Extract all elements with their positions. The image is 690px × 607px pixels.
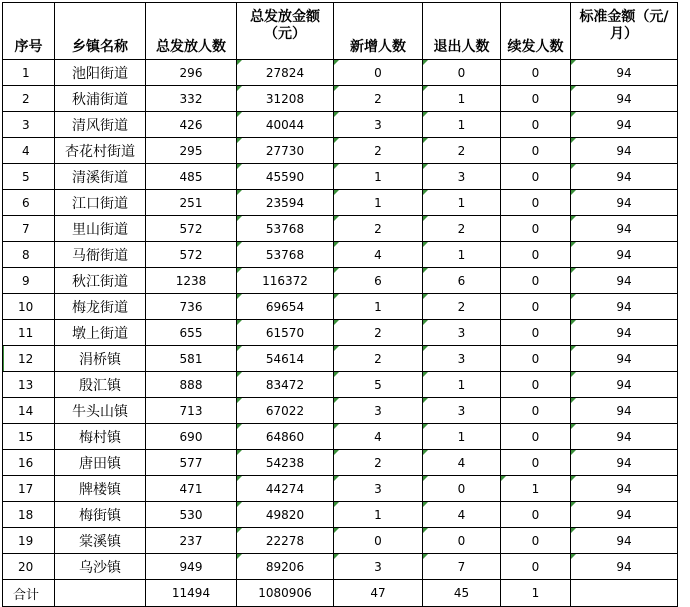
header-total-people[interactable]: 总发放人数 [146, 3, 237, 60]
cell-exit-people[interactable]: 0 [423, 476, 501, 502]
cell-new-people[interactable]: 3 [334, 112, 423, 138]
cell-exit-people[interactable]: 2 [423, 138, 501, 164]
cell-index[interactable]: 13 [3, 372, 55, 398]
cell-total-people[interactable]: 713 [146, 398, 237, 424]
cell-total-people[interactable]: 530 [146, 502, 237, 528]
cell-exit-people[interactable]: 3 [423, 164, 501, 190]
cell-continue-people[interactable]: 0 [501, 190, 571, 216]
subsidy-table [2, 2, 678, 607]
table-row [3, 216, 678, 242]
header-row [3, 3, 678, 60]
cell-new-people[interactable]: 3 [334, 398, 423, 424]
table-row [3, 86, 678, 112]
cell-exit-people[interactable]: 1 [423, 112, 501, 138]
cell-total-people[interactable]: 572 [146, 242, 237, 268]
cell-town[interactable]: 杏花村街道 [55, 138, 146, 164]
cell-total-amount[interactable]: 67022 [237, 398, 334, 424]
header-total-amount[interactable]: 总发放金额（元） [237, 3, 334, 60]
totals-label[interactable]: 合计 [3, 580, 55, 607]
cell-continue-people[interactable]: 0 [501, 294, 571, 320]
totals-continue-people[interactable]: 1 [501, 580, 571, 607]
cell-continue-people[interactable]: 0 [501, 502, 571, 528]
cell-total-people[interactable]: 736 [146, 294, 237, 320]
cell-new-people[interactable]: 2 [334, 450, 423, 476]
header-town[interactable]: 乡镇名称 [55, 3, 146, 60]
table-row [3, 60, 678, 86]
cell-index[interactable]: 1 [3, 60, 55, 86]
table-row [3, 164, 678, 190]
cell-standard[interactable]: 94 [571, 216, 678, 242]
cell-total-people[interactable]: 1238 [146, 268, 237, 294]
cell-total-amount[interactable]: 53768 [237, 242, 334, 268]
cell-new-people[interactable]: 1 [334, 502, 423, 528]
cell-exit-people[interactable]: 4 [423, 502, 501, 528]
cell-continue-people[interactable]: 0 [501, 242, 571, 268]
cell-index[interactable]: 5 [3, 164, 55, 190]
table-row [3, 502, 678, 528]
cell-total-amount[interactable]: 44274 [237, 476, 334, 502]
cell-total-people[interactable]: 332 [146, 86, 237, 112]
cell-total-people[interactable]: 426 [146, 112, 237, 138]
cell-total-people[interactable]: 237 [146, 528, 237, 554]
cell-total-people[interactable]: 485 [146, 164, 237, 190]
cell-town[interactable]: 梅村镇 [55, 424, 146, 450]
cell-town[interactable]: 牛头山镇 [55, 398, 146, 424]
cell-exit-people[interactable]: 3 [423, 398, 501, 424]
cell-standard[interactable]: 94 [571, 502, 678, 528]
cell-town[interactable]: 殷汇镇 [55, 372, 146, 398]
cell-total-amount[interactable]: 54238 [237, 450, 334, 476]
cell-total-people[interactable]: 949 [146, 554, 237, 580]
cell-town[interactable]: 牌楼镇 [55, 476, 146, 502]
cell-standard[interactable]: 94 [571, 398, 678, 424]
cell-continue-people[interactable]: 0 [501, 346, 571, 372]
cell-index[interactable]: 20 [3, 554, 55, 580]
cell-index[interactable]: 2 [3, 86, 55, 112]
cell-continue-people[interactable]: 0 [501, 112, 571, 138]
cell-exit-people[interactable]: 6 [423, 268, 501, 294]
cell-continue-people[interactable]: 0 [501, 60, 571, 86]
cell-total-amount[interactable]: 31208 [237, 86, 334, 112]
cell-standard[interactable]: 94 [571, 476, 678, 502]
cell-continue-people[interactable]: 0 [501, 86, 571, 112]
cell-new-people[interactable]: 5 [334, 372, 423, 398]
cell-total-amount[interactable]: 61570 [237, 320, 334, 346]
cell-index[interactable]: 8 [3, 242, 55, 268]
cell-total-amount[interactable]: 64860 [237, 424, 334, 450]
cell-index[interactable]: 12 [3, 346, 55, 372]
cell-total-people[interactable]: 690 [146, 424, 237, 450]
table-row [3, 450, 678, 476]
cell-total-amount[interactable]: 89206 [237, 554, 334, 580]
cell-new-people[interactable]: 0 [334, 528, 423, 554]
cell-standard[interactable]: 94 [571, 268, 678, 294]
cell-town[interactable]: 梅街镇 [55, 502, 146, 528]
totals-town[interactable] [55, 580, 146, 607]
table-row [3, 398, 678, 424]
cell-standard[interactable]: 94 [571, 554, 678, 580]
cell-continue-people[interactable]: 0 [501, 268, 571, 294]
table-row [3, 372, 678, 398]
cell-town[interactable]: 唐田镇 [55, 450, 146, 476]
table-row [3, 138, 678, 164]
cell-standard[interactable]: 94 [571, 372, 678, 398]
cell-standard[interactable]: 94 [571, 164, 678, 190]
cell-index[interactable]: 14 [3, 398, 55, 424]
cell-total-amount[interactable]: 22278 [237, 528, 334, 554]
cell-new-people[interactable]: 2 [334, 320, 423, 346]
cell-continue-people[interactable]: 0 [501, 164, 571, 190]
cell-exit-people[interactable]: 1 [423, 86, 501, 112]
cell-index[interactable]: 4 [3, 138, 55, 164]
cell-standard[interactable]: 94 [571, 242, 678, 268]
cell-index[interactable]: 10 [3, 294, 55, 320]
totals-row [3, 580, 678, 607]
cell-total-people[interactable]: 577 [146, 450, 237, 476]
cell-total-people[interactable]: 471 [146, 476, 237, 502]
cell-new-people[interactable]: 3 [334, 554, 423, 580]
cell-index[interactable]: 17 [3, 476, 55, 502]
table-row [3, 528, 678, 554]
cell-exit-people[interactable]: 0 [423, 528, 501, 554]
table-row [3, 112, 678, 138]
cell-standard[interactable]: 94 [571, 450, 678, 476]
cell-town[interactable]: 乌沙镇 [55, 554, 146, 580]
cell-index[interactable]: 6 [3, 190, 55, 216]
cell-total-amount[interactable]: 45590 [237, 164, 334, 190]
cell-new-people[interactable]: 1 [334, 294, 423, 320]
cell-total-people[interactable]: 572 [146, 216, 237, 242]
cell-index[interactable]: 7 [3, 216, 55, 242]
cell-exit-people[interactable]: 2 [423, 294, 501, 320]
cell-total-amount[interactable]: 27730 [237, 138, 334, 164]
totals-standard[interactable] [571, 580, 678, 607]
cell-total-people[interactable]: 888 [146, 372, 237, 398]
cell-new-people[interactable]: 2 [334, 216, 423, 242]
cell-index[interactable]: 11 [3, 320, 55, 346]
cell-town[interactable]: 梅龙街道 [55, 294, 146, 320]
cell-continue-people[interactable]: 0 [501, 138, 571, 164]
table-row [3, 346, 678, 372]
cell-continue-people[interactable]: 0 [501, 372, 571, 398]
cell-exit-people[interactable]: 0 [423, 60, 501, 86]
cell-continue-people[interactable]: 0 [501, 320, 571, 346]
cell-standard[interactable]: 94 [571, 86, 678, 112]
cell-town[interactable]: 涓桥镇 [55, 346, 146, 372]
cell-total-amount[interactable]: 40044 [237, 112, 334, 138]
cell-total-people[interactable]: 295 [146, 138, 237, 164]
cell-total-people[interactable]: 296 [146, 60, 237, 86]
cell-continue-people[interactable]: 0 [501, 398, 571, 424]
cell-total-amount[interactable]: 54614 [237, 346, 334, 372]
cell-town[interactable]: 清风街道 [55, 112, 146, 138]
table-row [3, 242, 678, 268]
cell-new-people[interactable]: 1 [334, 164, 423, 190]
cell-continue-people[interactable]: 0 [501, 554, 571, 580]
cell-exit-people[interactable]: 2 [423, 216, 501, 242]
cell-new-people[interactable]: 6 [334, 268, 423, 294]
cell-index[interactable]: 19 [3, 528, 55, 554]
cell-new-people[interactable]: 0 [334, 60, 423, 86]
cell-total-amount[interactable]: 27824 [237, 60, 334, 86]
cell-standard[interactable]: 94 [571, 190, 678, 216]
cell-town[interactable]: 秋浦街道 [55, 86, 146, 112]
table-body [3, 60, 678, 580]
totals-total-people[interactable]: 11494 [146, 580, 237, 607]
cell-town[interactable]: 里山街道 [55, 216, 146, 242]
cell-new-people[interactable]: 4 [334, 242, 423, 268]
cell-town[interactable]: 棠溪镇 [55, 528, 146, 554]
table-row [3, 320, 678, 346]
cell-standard[interactable]: 94 [571, 346, 678, 372]
table-row [3, 294, 678, 320]
totals-exit-people[interactable]: 45 [423, 580, 501, 607]
table-row [3, 554, 678, 580]
cell-town[interactable]: 池阳街道 [55, 60, 146, 86]
cell-continue-people[interactable]: 0 [501, 450, 571, 476]
cell-continue-people[interactable]: 0 [501, 528, 571, 554]
cell-total-amount[interactable]: 69654 [237, 294, 334, 320]
cell-index[interactable]: 16 [3, 450, 55, 476]
cell-exit-people[interactable]: 1 [423, 424, 501, 450]
cell-new-people[interactable]: 3 [334, 476, 423, 502]
cell-new-people[interactable]: 2 [334, 138, 423, 164]
header-exit-people[interactable]: 退出人数 [423, 3, 501, 60]
cell-exit-people[interactable]: 3 [423, 320, 501, 346]
cell-exit-people[interactable]: 4 [423, 450, 501, 476]
cell-index[interactable]: 3 [3, 112, 55, 138]
cell-index[interactable]: 18 [3, 502, 55, 528]
cell-standard[interactable]: 94 [571, 138, 678, 164]
cell-exit-people[interactable]: 7 [423, 554, 501, 580]
cell-town[interactable]: 马衙街道 [55, 242, 146, 268]
cell-total-amount[interactable]: 83472 [237, 372, 334, 398]
cell-town[interactable]: 秋江街道 [55, 268, 146, 294]
header-index[interactable]: 序号 [3, 3, 55, 60]
cell-town[interactable]: 墩上街道 [55, 320, 146, 346]
cell-standard[interactable]: 94 [571, 424, 678, 450]
cell-standard[interactable]: 94 [571, 320, 678, 346]
table-row [3, 268, 678, 294]
cell-index[interactable]: 9 [3, 268, 55, 294]
cell-total-amount[interactable]: 49820 [237, 502, 334, 528]
totals-new-people[interactable]: 47 [334, 580, 423, 607]
cell-continue-people[interactable]: 1 [501, 476, 571, 502]
header-continue-people[interactable]: 续发人数 [501, 3, 571, 60]
cell-exit-people[interactable]: 1 [423, 190, 501, 216]
table-row [3, 424, 678, 450]
cell-total-amount[interactable]: 53768 [237, 216, 334, 242]
cell-exit-people[interactable]: 3 [423, 346, 501, 372]
cell-new-people[interactable]: 1 [334, 190, 423, 216]
cell-town[interactable]: 清溪街道 [55, 164, 146, 190]
cell-index[interactable]: 15 [3, 424, 55, 450]
table-row [3, 190, 678, 216]
cell-standard[interactable]: 94 [571, 60, 678, 86]
cell-town[interactable]: 江口街道 [55, 190, 146, 216]
totals-total-amount[interactable]: 1080906 [237, 580, 334, 607]
cell-total-people[interactable]: 655 [146, 320, 237, 346]
cell-total-amount[interactable]: 116372 [237, 268, 334, 294]
cell-total-people[interactable]: 251 [146, 190, 237, 216]
header-standard[interactable]: 标准金额（元/月） [571, 3, 678, 60]
cell-new-people[interactable]: 2 [334, 86, 423, 112]
cell-continue-people[interactable]: 0 [501, 216, 571, 242]
table-row [3, 476, 678, 502]
cell-standard[interactable]: 94 [571, 528, 678, 554]
cell-continue-people[interactable]: 0 [501, 424, 571, 450]
cell-new-people[interactable]: 2 [334, 346, 423, 372]
cell-total-people[interactable]: 581 [146, 346, 237, 372]
cell-new-people[interactable]: 4 [334, 424, 423, 450]
cell-total-amount[interactable]: 23594 [237, 190, 334, 216]
cell-exit-people[interactable]: 1 [423, 242, 501, 268]
cell-standard[interactable]: 94 [571, 294, 678, 320]
header-new-people[interactable]: 新增人数 [334, 3, 423, 60]
cell-standard[interactable]: 94 [571, 112, 678, 138]
cell-exit-people[interactable]: 1 [423, 372, 501, 398]
